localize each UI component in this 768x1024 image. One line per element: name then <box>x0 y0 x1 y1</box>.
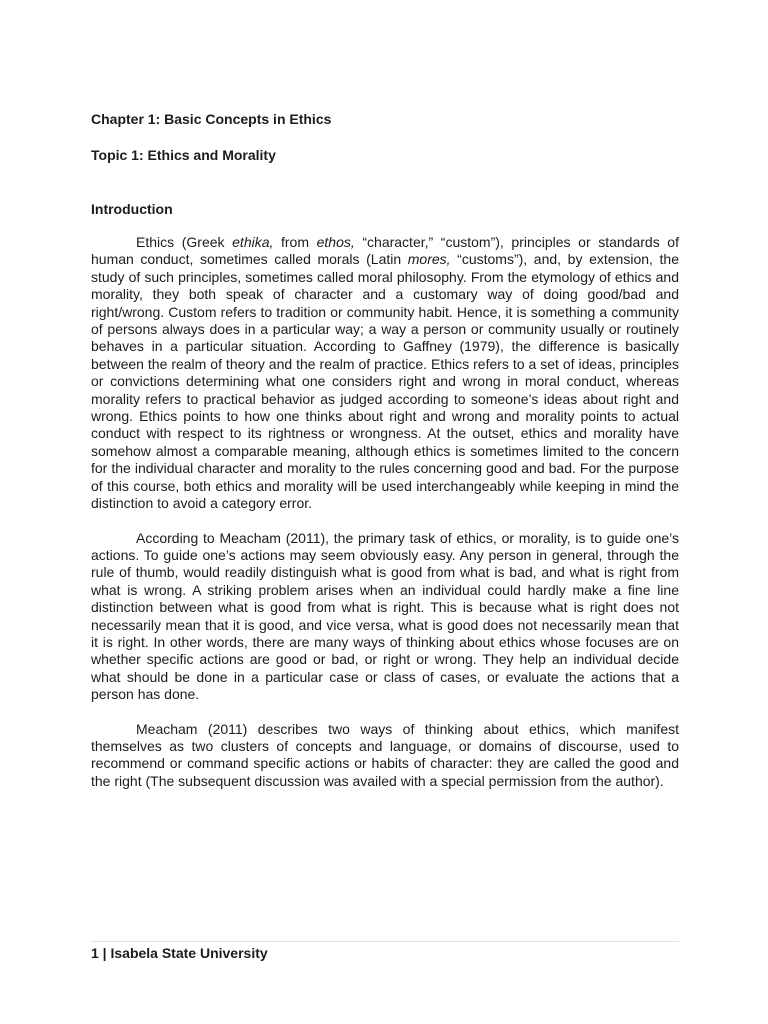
paragraph-1 <box>91 234 679 513</box>
paragraph-3 <box>91 721 679 791</box>
paragraph-text: from <box>273 234 317 250</box>
paragraph-2 <box>91 530 679 704</box>
paragraph-text: “character,” “custom”), principles or standards of human conduct, sometimes called morals (Latin <box>91 234 679 268</box>
paragraph-text: “customs”), and, by extension, the study of such principles, sometimes called moral philosophy. From the etymology of ethics and morality, they both speak of character and a customary way of doing good/bad and right/wrong. Custom refers to tradition or community habit. Hence, it is something a community of persons always does in a particular way; a way a person or community usually or routinely behaves in a particular situation. According to Gaffney (1979), the difference is basically between the realm of theory and the realm of practice. Ethics refers to a set of ideas, principles or convictions determining what one considers right and wrong in moral conduct, whereas morality refers to practical behavior as judged according to someone’s ideas about right and wrong. Ethics points to how one thinks about right and wrong and morality points to actual conduct with respect to its rightness or wrongness. At the outset, ethics and morality have somehow almost a comparable meaning, although ethics is sometimes limited to the concern for the individual character and morality to the rules concerning good and bad. For the purpose of this course, both ethics and morality will be used interchangeably while keeping in mind the distinction to avoid a category error. <box>91 251 679 512</box>
italic-term: ethika, <box>232 234 274 250</box>
chapter-title: Chapter 1: Basic Concepts in Ethics <box>91 111 332 127</box>
italic-term: ethos, <box>316 234 355 250</box>
paragraph-text: Ethics (Greek <box>136 234 233 250</box>
paragraph-text: Meacham (2011) describes two ways of thinking about ethics, which manifest themselves as two clusters of concepts and language, or domains of discourse, used to recommend or command specific actions or habits of character: they are called the good and the right (The subsequent discussion was availed with a special permission from the author). <box>91 720 679 789</box>
footer-divider <box>91 941 679 942</box>
paragraph-text: According to Meacham (2011), the primary task of ethics, or morality, is to guide one’s actions. To guide one’s actions may seem obviously easy. Any person in general, through the rule of thumb, would readily distinguish what is good from what is bad, and what is right from what is wrong. A striking problem arises when an individual could hardly make a fine line distinction between what is good from what is right. This is because what is right does not necessarily mean that it is good, and vice versa, what is good does not necessarily mean that it is right. In other words, there are many ways of thinking about ethics whose focuses are on whether specific actions are good or bad, or right or wrong. They help an individual decide what should be done in a particular case or class of cases, or evaluate the actions that a person has done. <box>91 529 679 703</box>
page-body <box>91 110 679 790</box>
italic-term: mores, <box>407 251 451 268</box>
page-footer: 1 | Isabela State University <box>91 945 268 961</box>
topic-title: Topic 1: Ethics and Morality <box>91 147 276 163</box>
section-heading: Introduction <box>91 201 173 217</box>
